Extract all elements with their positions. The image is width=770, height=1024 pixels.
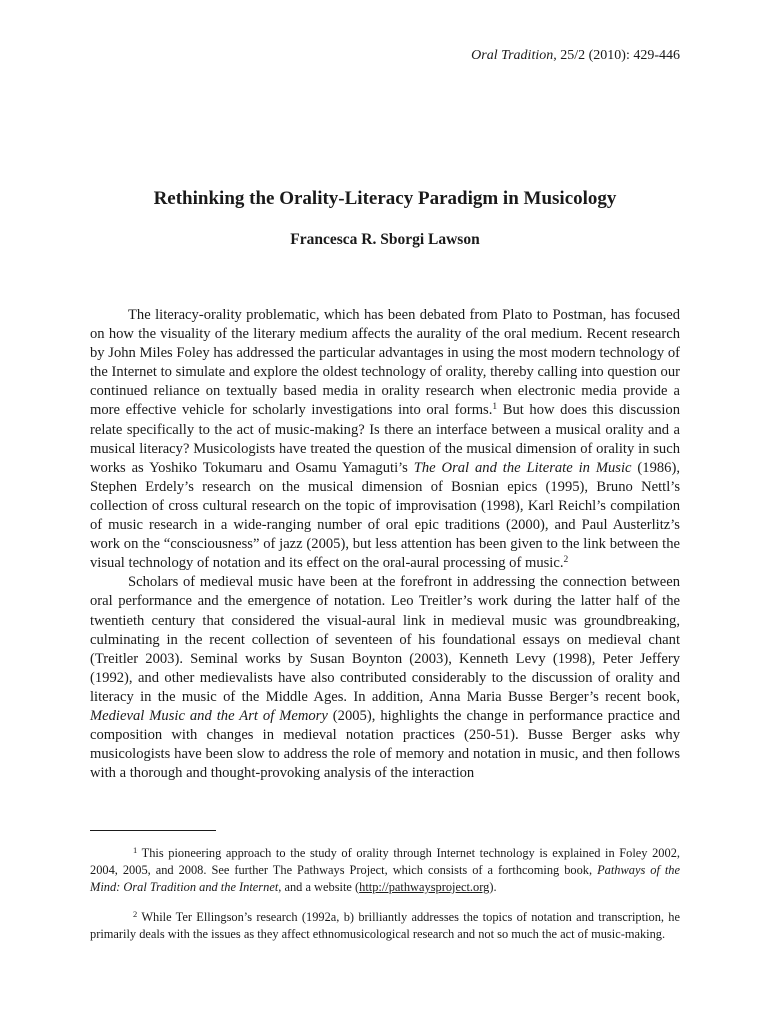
- footnote-text: This pioneering approach to the study of orality through Internet technology is explained in Foley 2002, 2004, 2005, and 2008. See further The Pathways Project, which consists of a forthcoming book,: [90, 846, 680, 877]
- paragraph-text: But how does this discussion relate specifically to the act of music-making? Is there an interface between a musical orality and a musical literacy? Musicologists have treated the question of the musical dimension of orality in such works as Yoshiko Tokumaru and Osamu Yamaguti’s: [90, 402, 680, 476]
- running-head: [471, 47, 680, 65]
- article-author: Francesca R. Sborgi Lawson: [290, 231, 480, 248]
- footnote-ref-2[interactable]: 2: [563, 555, 569, 566]
- footnote-number: 2: [133, 909, 138, 919]
- footnote-text: While Ter Ellingson’s research (1992a, b) brilliantly addresses the topics of notation and transcription, he primarily deals with the issues as they affect ethnomusicological research and not so much the act of music-making.: [90, 910, 680, 941]
- footnote-ref-1[interactable]: 1: [492, 402, 498, 413]
- paragraph-text: The literacy-orality problematic, which has been debated from Plato to Postman, has focused on how the visuality of the literary medium affects the aurality of the oral medium. Recent research by John Miles Foley has addressed the particular advantages in using the most modern technology of the Internet to simulate and explore the oldest technology of orality, thereby calling into question our continued reliance on textually based media in orality research when electronic media provide a more effective vehicle for scholarly investigations into oral forms.: [90, 307, 680, 419]
- footnote-divider: [90, 830, 216, 831]
- footnotes-section: [90, 845, 680, 943]
- footnote-text: , and a website (: [278, 880, 360, 894]
- article-body: [90, 306, 680, 783]
- cited-work-title: The Oral and the Literate in Music: [413, 459, 632, 476]
- body-paragraph-2: [90, 573, 680, 783]
- journal-name: Oral Tradition: [471, 48, 554, 63]
- footnote-2: [90, 909, 680, 943]
- body-paragraph-1: [90, 306, 680, 573]
- cited-work-title: Pathways of the Mind: Oral Tradition and the Internet: [90, 863, 681, 894]
- paragraph-text: Scholars of medieval music have been at the forefront in addressing the connection between oral performance and the emergence of notation. Leo Treitler’s work during the latter half of the twentieth century that considered the visual-aural link in medieval music was groundbreaking, culminating in the recent collection of seventeen of his foundational essays on medieval chant (Treitler 2003). Seminal works by Susan Boynton (2003), Kenneth Levy (1998), Peter Jeffery (1992), and other medievalists have also contributed considerably to the discussion of orality and literacy in the music of the Middle Ages. In addition, Anna Maria Busse Berger’s recent book,: [90, 574, 680, 705]
- paragraph-text: (2005), highlights the change in performance practice and composition with changes in medieval notation practices (250-51). Busse Berger asks why musicologists have been slow to address the role of memory and notation in music, and then follows with a thorough and thought-provoking analysis of the interaction: [90, 707, 680, 782]
- footnote-number: 1: [133, 845, 138, 855]
- paragraph-text: (1986), Stephen Erdely’s research on the musical dimension of Bosnian epics (1995), Bruno Nettl’s collection of cross cultural research on the topic of improvisation (1998), Karl Reichl’s compilation of music research in a wide-ranging number of oral epic traditions (2000), and Paul Austerlitz’s work on the “consciousness” of jazz (2005), but less attention has been given to the link between the visual technology of notation and its effect on the oral-aural processing of music.: [90, 459, 680, 572]
- journal-citation: , 25/2 (2010): 429-446: [553, 48, 680, 63]
- pathways-project-link[interactable]: http://pathwaysproject.org: [359, 880, 490, 894]
- article-title: Rethinking the Orality-Literacy Paradigm in Musicology: [153, 188, 617, 209]
- cited-work-title: Medieval Music and the Art of Memory: [90, 707, 328, 724]
- footnote-1: [90, 845, 680, 896]
- footnote-text: ).: [489, 880, 497, 894]
